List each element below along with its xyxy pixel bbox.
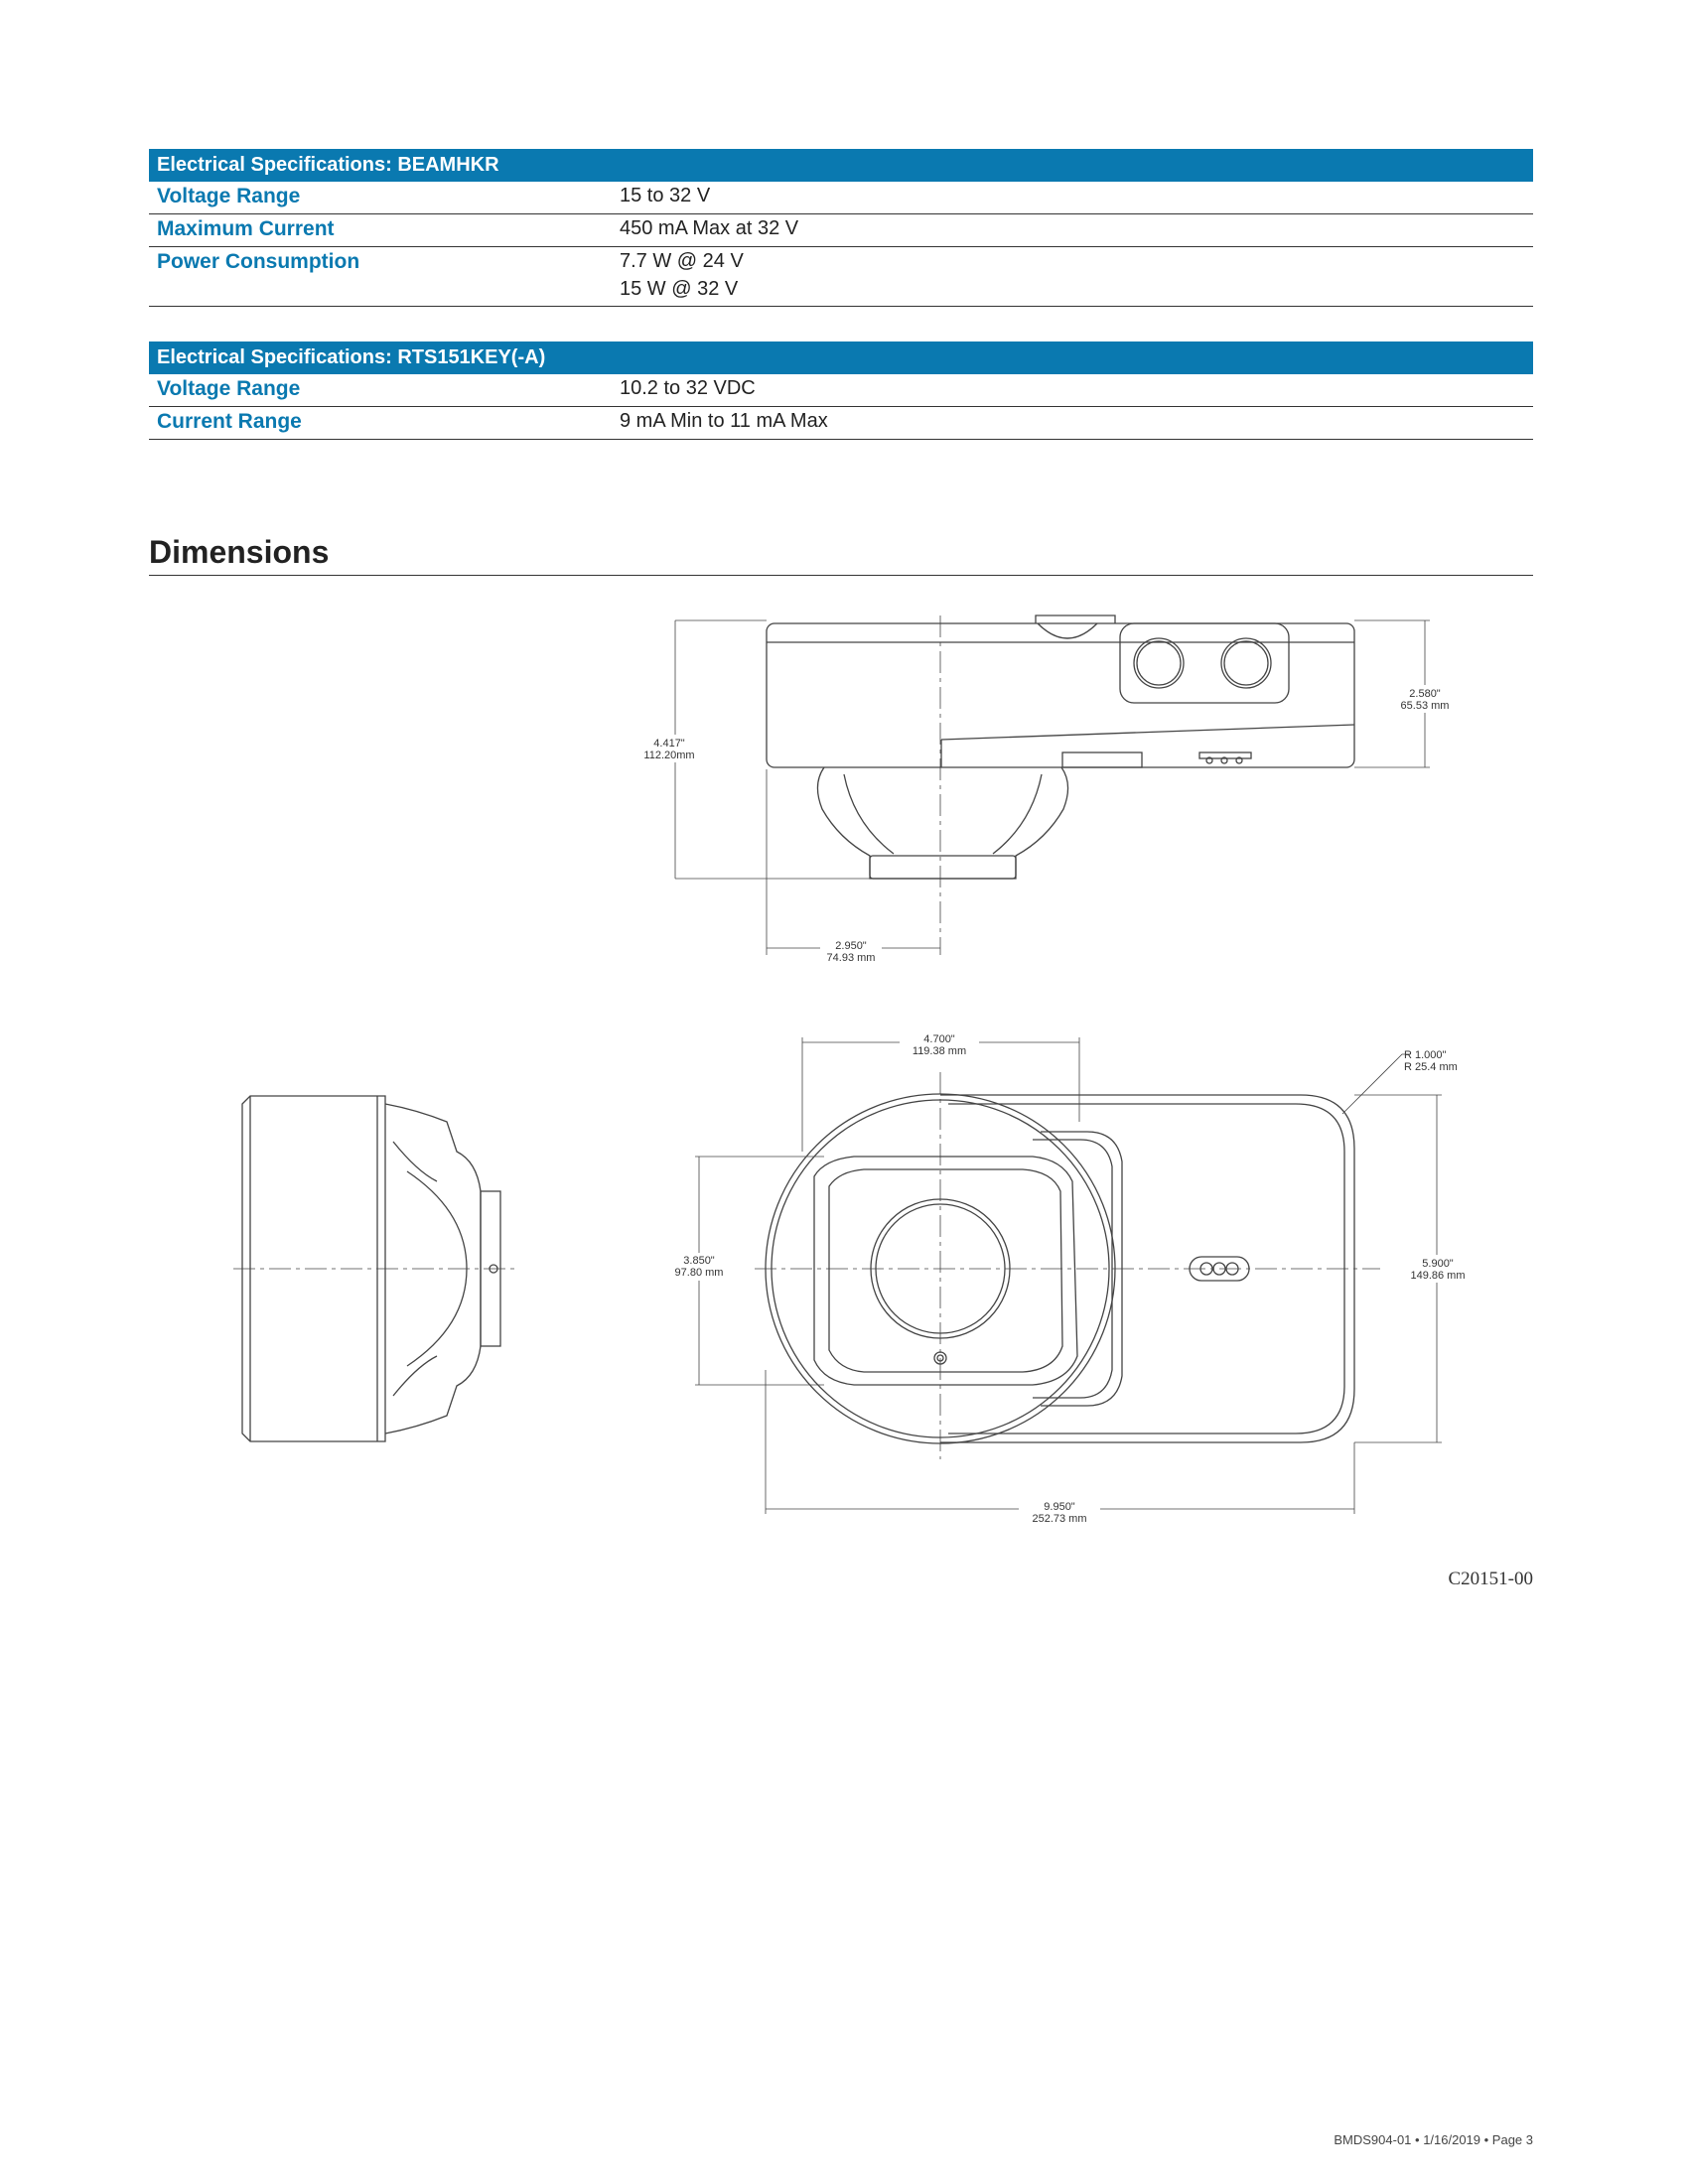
dim-lens-height-mm: 97.80 mm (674, 1267, 724, 1279)
dim-radius-mm: R 25.4 mm (1404, 1061, 1458, 1073)
plan-view-drawing (695, 1037, 1442, 1514)
dim-body-height-mm: 149.86 mm (1410, 1270, 1466, 1282)
drawing-code: C20151-00 (1448, 1569, 1533, 1589)
row-label: Maximum Current (157, 217, 335, 240)
row-value: 450 mA Max at 32 V (620, 217, 799, 239)
row-label: Power Consumption (157, 250, 360, 273)
table-title: Electrical Specifications: BEAMHKR (149, 149, 1533, 182)
page-footer: BMDS904-01 • 1/16/2019 • Page 3 (1334, 2132, 1533, 2147)
row-value: 9 mA Min to 11 mA Max (620, 410, 828, 432)
dim-height-body-in: 2.580" (1409, 688, 1441, 700)
dim-radius-in: R 1.000" (1404, 1049, 1447, 1061)
end-view-drawing (233, 1096, 516, 1441)
dim-height-total-mm: 112.20mm (643, 750, 695, 761)
side-view-drawing (675, 615, 1430, 955)
row-label: Voltage Range (157, 377, 301, 400)
dim-body-width-mm: 252.73 mm (1032, 1513, 1087, 1525)
dim-offset-mm: 74.93 mm (826, 952, 876, 964)
section-title: Dimensions (149, 534, 1533, 576)
dim-lens-width-mm: 119.38 mm (912, 1045, 967, 1057)
dim-height-total-in: 4.417" (653, 738, 685, 750)
dim-lens-width-in: 4.700" (923, 1033, 955, 1045)
dim-lens-height-in: 3.850" (683, 1255, 715, 1267)
dim-offset-in: 2.950" (835, 940, 867, 952)
row-value: 15 to 32 V (620, 185, 711, 206)
row-value: 7.7 W @ 24 V 15 W @ 32 V (620, 250, 744, 300)
table-title: Electrical Specifications: RTS151KEY(-A) (149, 341, 1533, 374)
dim-height-body-mm: 65.53 mm (1400, 700, 1450, 712)
row-label: Voltage Range (157, 185, 301, 207)
dim-body-width-in: 9.950" (1044, 1501, 1075, 1513)
row-value: 10.2 to 32 VDC (620, 377, 756, 399)
dim-body-height-in: 5.900" (1422, 1258, 1454, 1270)
row-label: Current Range (157, 410, 302, 433)
